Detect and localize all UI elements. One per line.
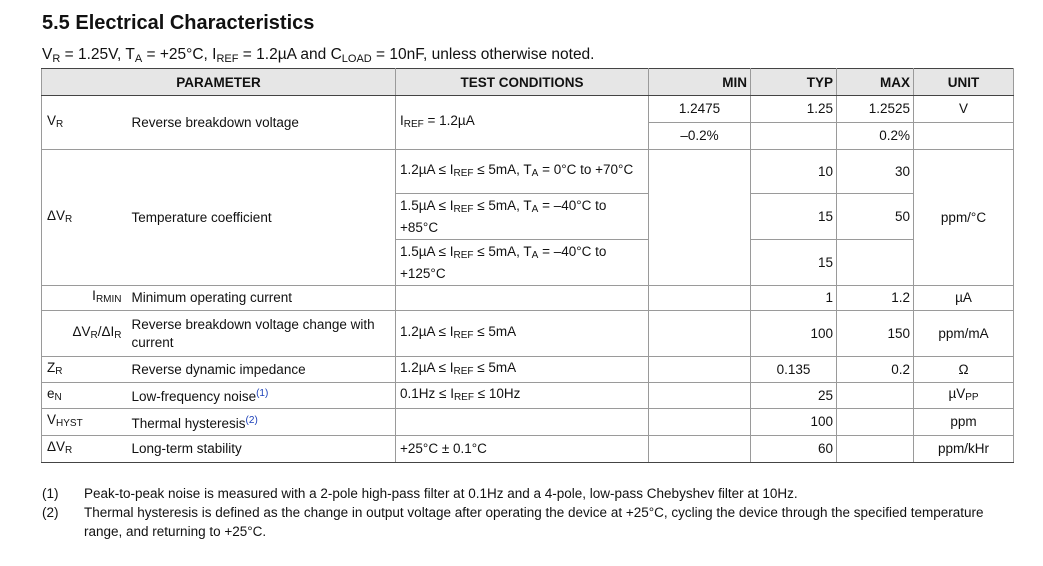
header-parameter: PARAMETER	[42, 69, 396, 96]
parameter-cell: Reverse breakdown voltage	[128, 96, 396, 150]
max-cell	[837, 240, 914, 286]
max-cell: 150	[837, 311, 914, 357]
parameter-cell: Thermal hysteresis$^{(2)}$	[128, 409, 396, 436]
footnote-number: (2)	[42, 505, 59, 520]
condition-cell	[396, 286, 649, 311]
condition-cell: $1.5\mu A \le I_{REF} \le 5mA$, $T_A = -40^\circ C$ to +125°C	[396, 240, 649, 286]
footnotes	[42, 484, 989, 541]
max-cell: 30	[837, 150, 914, 194]
electrical-characteristics-table	[41, 68, 1014, 463]
section-title: 5.5 Electrical Characteristics	[42, 12, 315, 34]
condition-cell: $I_{REF} = 1.2\mu A$	[396, 96, 649, 150]
max-cell	[837, 436, 914, 463]
table-row	[42, 150, 1014, 194]
footnote-number: (1)	[42, 486, 59, 501]
condition-cell: $1.2\mu A \le I_{REF} \le 5mA$	[396, 311, 649, 357]
unit-cell: Ω	[914, 357, 1014, 383]
min-cell	[649, 286, 751, 311]
min-cell: 1.2475	[649, 96, 751, 123]
table-row	[42, 286, 1014, 311]
condition-cell: $1.2\mu A \le I_{REF} \le 5mA$	[396, 357, 649, 383]
max-cell: 1.2525	[837, 96, 914, 123]
min-cell	[649, 409, 751, 436]
parameter-cell: Long-term stability	[128, 436, 396, 463]
unit-cell: ppm/kHr	[914, 436, 1014, 463]
condition-cell: +25°C ± 0.1°C	[396, 436, 649, 463]
typ-cell: 0.135	[751, 357, 837, 383]
table-conditions: $V_R = 1.25V$, $T_A = +25^\circ C$, $I_{REF} = 1.2\mu A$ and $C_{LOAD} = 10nF$, unless otherwise noted.	[42, 46, 595, 65]
unit-cell: ppm/°C	[914, 150, 1014, 286]
parameter-cell: Minimum operating current	[128, 286, 396, 311]
parameter-cell: Low-frequency noise$^{(1)}$	[128, 383, 396, 409]
symbol-cell: $\Delta V_R$	[42, 436, 128, 463]
min-cell	[649, 383, 751, 409]
typ-cell: 60	[751, 436, 837, 463]
max-cell	[837, 409, 914, 436]
typ-cell: 100	[751, 409, 837, 436]
condition-cell: $1.2\mu A \le I_{REF} \le 5mA$, $T_A = 0^\circ C$ to +70°C	[396, 150, 649, 194]
footnote-2	[42, 503, 989, 541]
footnote-ref-1[interactable]: (1)	[256, 388, 269, 399]
footnote-text: Thermal hysteresis is defined as the change in output voltage after operating the device at +25°C, cycling the device through the specified temperature range, and returning to +25°C.	[84, 505, 984, 539]
symbol-cell: $e_N$	[42, 383, 128, 409]
unit-cell	[914, 123, 1014, 150]
min-cell	[649, 150, 751, 286]
min-cell: –0.2%	[649, 123, 751, 150]
symbol-cell: $Z_R$	[42, 357, 128, 383]
header-unit: UNIT	[914, 69, 1014, 96]
footnote-ref-2[interactable]: (2)	[245, 414, 258, 426]
table-row	[42, 96, 1014, 123]
header-min: MIN	[649, 69, 751, 96]
unit-cell: µV$_{PP}$	[914, 383, 1014, 409]
header-typ: TYP	[751, 69, 837, 96]
header-test-conditions: TEST CONDITIONS	[396, 69, 649, 96]
typ-cell: 1.25	[751, 96, 837, 123]
max-cell: 0.2	[837, 357, 914, 383]
unit-cell: ppm	[914, 409, 1014, 436]
typ-cell: 15	[751, 194, 837, 240]
condition-cell: $1.5\mu A \le I_{REF} \le 5mA$, $T_A = -40^\circ C$ to +85°C	[396, 194, 649, 240]
condition-cell: $0.1Hz \le I_{REF} \le 10Hz$	[396, 383, 649, 409]
table-row	[42, 311, 1014, 357]
unit-cell: µA	[914, 286, 1014, 311]
unit-cell: V	[914, 96, 1014, 123]
unit-cell: ppm/mA	[914, 311, 1014, 357]
table-row	[42, 409, 1014, 436]
table-row	[42, 357, 1014, 383]
header-max: MAX	[837, 69, 914, 96]
typ-cell: 1	[751, 286, 837, 311]
table-row	[42, 436, 1014, 463]
typ-cell: 15	[751, 240, 837, 286]
max-cell: 1.2	[837, 286, 914, 311]
symbol-cell: $\Delta V_R/\Delta I_R$	[42, 311, 128, 357]
typ-cell: 100	[751, 311, 837, 357]
parameter-cell: Temperature coefficient	[128, 150, 396, 286]
min-cell	[649, 436, 751, 463]
symbol-cell: $V_R$	[42, 96, 128, 150]
min-cell	[649, 357, 751, 383]
max-cell: 0.2%	[837, 123, 914, 150]
symbol-cell: $\Delta V_R$	[42, 150, 128, 286]
symbol-cell: $V_{HYST}$	[42, 409, 128, 436]
typ-cell: 25	[751, 383, 837, 409]
typ-cell: 10	[751, 150, 837, 194]
condition-cell	[396, 409, 649, 436]
parameter-cell: Reverse dynamic impedance	[128, 357, 396, 383]
footnote-1	[42, 484, 989, 503]
max-cell: 50	[837, 194, 914, 240]
max-cell	[837, 383, 914, 409]
min-cell	[649, 311, 751, 357]
footnote-text: Peak-to-peak noise is measured with a 2-pole high-pass filter at 0.1Hz and a 4-pole, low-pass Chebyshev filter at 10Hz.	[84, 486, 798, 501]
table-row	[42, 383, 1014, 409]
typ-cell	[751, 123, 837, 150]
parameter-cell: Reverse breakdown voltage change with current	[128, 311, 396, 357]
header-row	[42, 69, 1014, 96]
symbol-cell: $I_{RMIN}$	[42, 286, 128, 311]
